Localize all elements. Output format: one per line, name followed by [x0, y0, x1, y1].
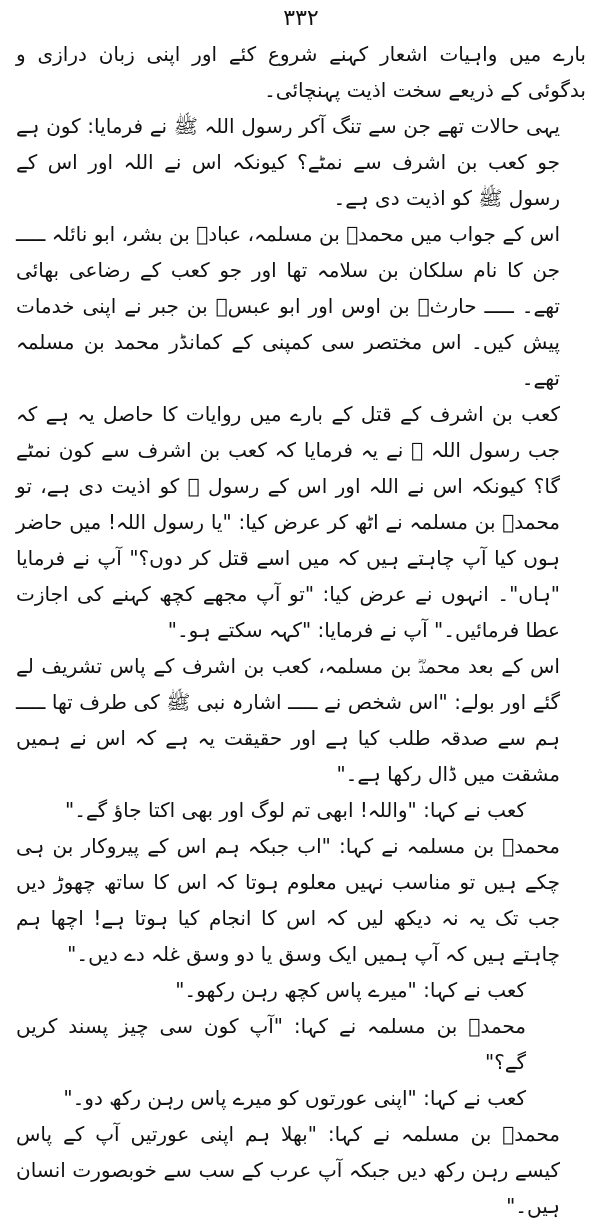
paragraph-6: کعب نے کہا: "واللہ! ابھی تم لوگ اور بھی اکتا جاؤ گے۔"	[65, 798, 526, 822]
paragraph-4: کعب بن اشرف کے قتل کے بارے میں روایات کا حاصل یہ ہے کہ جب رسول اللہ ﷺ نے یہ فرمایا کہ کعب بن اشرف سے کون نمٹے گا؟ کیونکہ اس نے اللہ اور اس کے رسول ﷺ کو اذیت دی ہے، تو محمدؓ بن مسلمہ نے اٹھ کر عرض کیا: "یا رسول اللہ! میں حاضر ہوں کیا آپ چاہتے ہیں کہ میں اسے قتل کر دوں؟" آپ نے فرمایا "ہاں"۔ انہوں نے عرض کیا: "تو آپ مجھے کچھ کہنے کی اجازت عطا فرمائیں۔" آپ نے فرمایا: "کہہ سکتے ہو۔"	[16, 402, 560, 642]
paragraph-3: اس کے جواب میں محمدؓ بن مسلمہ، عبادؓ بن بشر، ابو نائلہ ـــــ جن کا نام سلکان بن سلامہ تھا اور جو کعب کے رضاعی بھائی تھے۔ ـــــ حارثؓ بن اوس اور ابو عبسؓ بن جبر نے اپنی خدمات پیش کیں۔ اس مختصر سی کمپنی کے کمانڈر محمد بن مسلمہ تھے۔	[16, 222, 560, 390]
paragraph-2: یہی حالات تھے جن سے تنگ آکر رسول اللہ ﷺ نے فرمایا: کون ہے جو کعب بن اشرف سے نمٹے؟ کیونکہ اس نے اللہ اور اس کے رسول ﷺ کو اذیت دی ہے۔	[16, 114, 560, 210]
paragraph-11: محمدؓ بن مسلمہ نے کہا: "بھلا ہم اپنی عورتیں آپ کے پاس کیسے رہن رکھ دیں جبکہ آپ عرب کے سب سے خوبصورت انسان ہیں۔"	[16, 1122, 560, 1218]
paragraph-5: اس کے بعد محمدؓ بن مسلمہ، کعب بن اشرف کے پاس تشریف لے گئے اور بولے: "اس شخص نے ـــــ اشارہ نبی ﷺ کی طرف تھا ـــــ ہم سے صدقہ طلب کیا ہے اور حقیقت یہ ہے کہ اس نے ہمیں مشقت میں ڈال رکھا ہے۔"	[16, 654, 560, 786]
page-body	[16, 36, 586, 1224]
paragraph-7: محمدؓ بن مسلمہ نے کہا: "اب جبکہ ہم اس کے پیروکار بن ہی چکے ہیں تو مناسب نہیں معلوم ہوتا کہ اس کا ساتھ چھوڑ دیں جب تک یہ نہ دیکھ لیں کہ اس کا انجام کیا ہوتا ہے! اچھا ہم چاہتے ہیں کہ آپ ہمیں ایک وسق یا دو وسق غلہ دے دیں۔"	[16, 834, 560, 966]
paragraph-8: کعب نے کہا: "میرے پاس کچھ رہن رکھو۔"	[175, 978, 526, 1002]
paragraph-1: بارے میں واہیات اشعار کہنے شروع کئے اور اپنی زبان درازی و بدگوئی کے ذریعے سخت اذیت پہنچائی۔	[16, 42, 586, 102]
page-number: ۳۳۲	[283, 6, 319, 31]
paragraph-10: کعب نے کہا: "اپنی عورتوں کو میرے پاس رہن رکھ دو۔"	[63, 1086, 526, 1110]
paragraph-9: محمدؓ بن مسلمہ نے کہا: "آپ کون سی چیز پسند کریں گے؟"	[16, 1014, 526, 1074]
